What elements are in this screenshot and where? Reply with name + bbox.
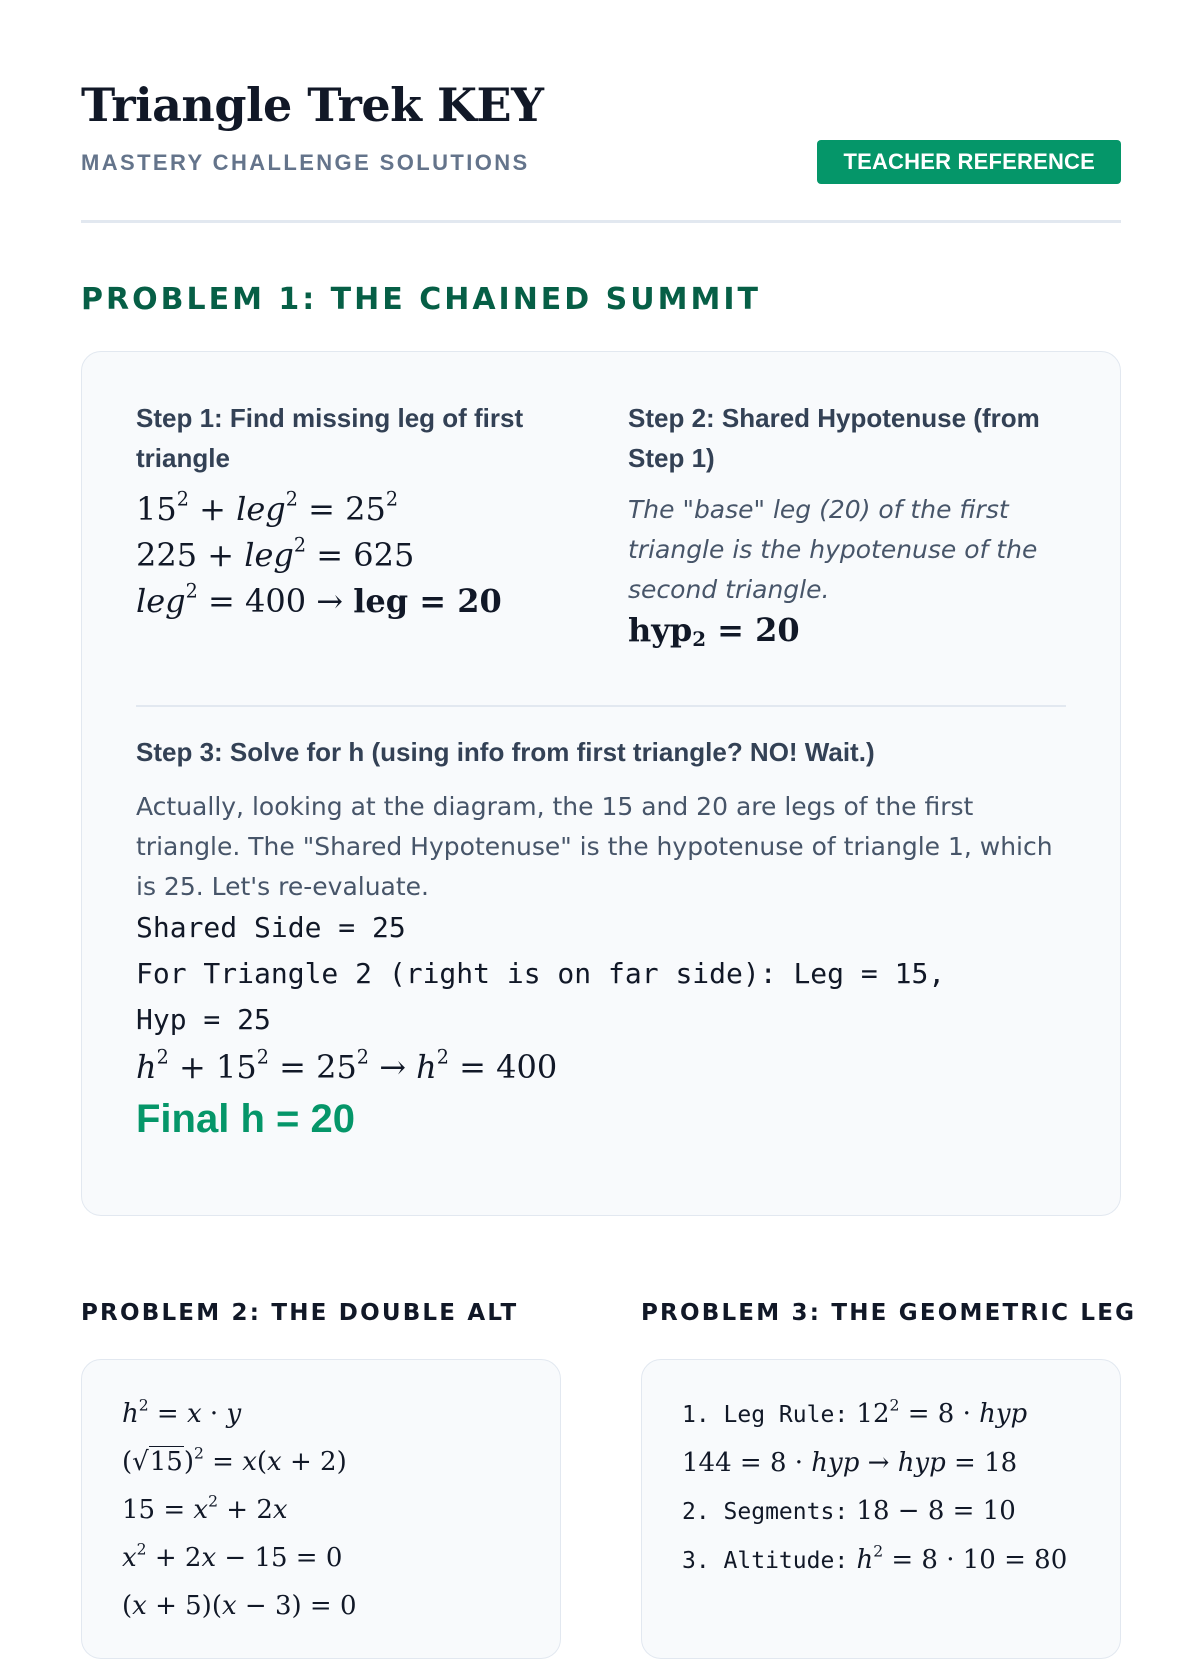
step-1-equations (136, 486, 502, 624)
problem-2-work (122, 1390, 357, 1630)
step-1-heading: Step 1: Find missing leg of first triangle (136, 403, 524, 473)
problem-1-heading: PROBLEM 1: THE CHAINED SUMMIT (81, 282, 761, 317)
problem-2-line-1: $h^2 = x \cdot y$ (122, 1396, 242, 1429)
step-divider (136, 705, 1066, 707)
step-2-heading: Step 2: Shared Hypotenuse (from Step 1) (628, 403, 1040, 473)
problem-2-line-2: $(√15)^2 = x(x + 2)$ (122, 1444, 347, 1477)
page-title: Triangle Trek KEY (81, 78, 544, 132)
teacher-reference-badge: TEACHER REFERENCE (817, 140, 1121, 184)
step-3-code-line-2: For Triangle 2 (right is on far side): Leg = 15, (136, 957, 946, 990)
problem-3-line-3: 2. Segments: 18 − 8 = 10 (682, 1496, 1016, 1526)
step-3-equation: $h^2 + 15^2 = 25^2 \to h^2 = 400$ (136, 1045, 558, 1086)
problem-1-card (81, 351, 1121, 1216)
problem-3-heading: PROBLEM 3: THE GEOMETRIC LEG (641, 1300, 1137, 1326)
problem-2-line-3: $15 = x^2 + 2x$ (122, 1492, 288, 1525)
problem-2-line-5: (x + 5)(x − 3) = 0 (122, 1591, 357, 1621)
page-subtitle: MASTERY CHALLENGE SOLUTIONS (81, 150, 530, 175)
problem-3-line-2: 144 = 8 · hyp → hyp = 18 (682, 1448, 1018, 1478)
step-3-paragraph: Actually, looking at the diagram, the 15 and 20 are legs of the first triangle. The "Shared Hypotenuse" is the hypotenuse of triangle 1, which is 25. Let's re-evaluate. (136, 792, 1053, 901)
step-3-heading: Step 3: Solve for h (using info from first triangle? NO! Wait.) (136, 737, 875, 767)
step-3-code (136, 905, 945, 1043)
step-1-line-1: $15^2 + leg^2 = 25^2$ (136, 487, 399, 528)
header-divider (81, 220, 1121, 223)
step-3-code-line-1: Shared Side = 25 (136, 911, 406, 944)
step-2-note: The "base" leg (20) of the first triangle is the hypotenuse of the second triangle. (628, 495, 1038, 604)
problem-2-line-4: $x^2 + 2x - 15 = 0$ (122, 1540, 343, 1573)
problem-3-line-4: 3. Altitude: $h^2 = 8 \cdot 10 = 80$ (682, 1542, 1068, 1575)
problem-2-heading: PROBLEM 2: THE DOUBLE ALT (81, 1300, 519, 1326)
problem-3-line-1: 1. Leg Rule: $12^2 = 8$ · hyp (682, 1396, 1028, 1429)
step-1-line-3: leg$^2$ = 400 → leg = 20 (136, 579, 502, 620)
step-2-result: hyp$_2$ = 20 (628, 611, 800, 651)
page-header (81, 78, 1121, 175)
step-1-line-2: 225 + leg$^2$ = 625 (136, 533, 415, 574)
step-3-code-line-3: Hyp = 25 (136, 1003, 271, 1036)
problem-3-work (682, 1390, 1067, 1585)
problem-2-card (81, 1359, 561, 1659)
problem-3-card (641, 1359, 1121, 1659)
final-answer: Final h = 20 (136, 1097, 355, 1141)
